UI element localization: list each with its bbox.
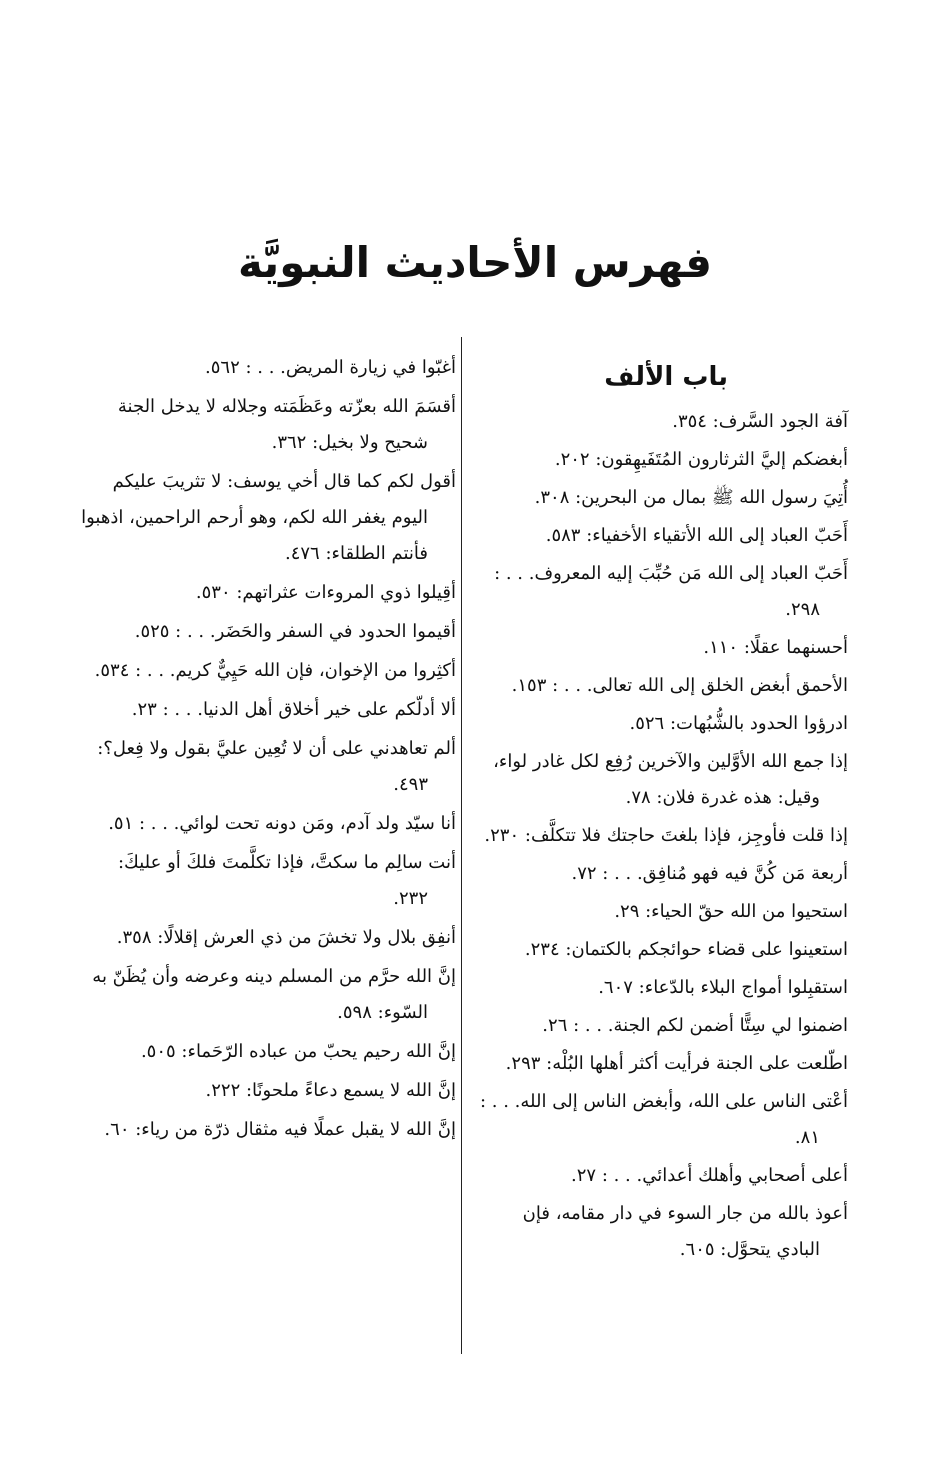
hadith-entry: أنا سيّد ولد آدم، ومَن دونه تحت لوائي. . . : ٥١. xyxy=(108,813,456,834)
hadith-entry: أنت سالِم ما سكتَّ، فإذا تكلَّمتَ فلكَ أو عليكَ: ٢٣٢. xyxy=(117,852,456,909)
hadith-entry: أَحَبّ العباد إلى الله مَن حُبِّبَ إليه المعروف. . . : ٢٩٨. xyxy=(494,563,848,620)
hadith-entry: أعلى أصحابي وأهلك أعدائي. . . : ٢٧. xyxy=(571,1165,848,1186)
hadith-entry: استحيوا من الله حقّ الحياء: ٢٩. xyxy=(614,901,848,922)
hadith-entry: اضمنوا لي سِتًّا أضمن لكم الجنة. . . : ٢٦. xyxy=(542,1015,848,1036)
hadith-entry: ادرؤوا الحدود بالشُّبُهات: ٥٢٦. xyxy=(629,713,848,734)
hadith-entry: إنَّ الله لا يقبل عملًا فيه مثقال ذرّة من رياء: ٦٠. xyxy=(104,1119,456,1140)
hadith-entry: اطّلعت على الجنة فرأيت أكثر أهلها البُلْه: ٢٩٣. xyxy=(505,1053,848,1074)
hadith-entry: ألم تعاهدني على أن لا تُعِين عليَّ بقول ولا فِعل؟: ٤٩٣. xyxy=(97,738,456,795)
hadith-entry: إنَّ الله حرَّم من المسلم دينه وعرضه وأن يُظَنّ به السّوء: ٥٩٨. xyxy=(92,966,456,1023)
hadith-entry: أَحَبّ العباد إلى الله الأتقياء الأخفياء: ٥٨٣. xyxy=(545,525,848,546)
hadith-entry: أبغضكم إليَّ الثرثارون المُتَفَيهِقون: ٢٠٢. xyxy=(554,449,848,470)
section-heading: باب الألف xyxy=(604,362,728,392)
hadith-entry: أقيموا الحدود في السفر والحَضَر. . . : ٥٢٥. xyxy=(134,621,456,642)
hadith-entry: إذا جمع الله الأوَّلين والآخرين رُفِع لكل غادر لواء، وقيل: هذه غدرة فلان: ٧٨. xyxy=(493,751,848,808)
hadith-entry: أُتِيَ رسول الله ﷺ بمال من البحرين: ٣٠٨. xyxy=(534,487,848,508)
hadith-entry: أربعة مَن كُنَّ فيه فهو مُنافِق. . . : ٧٢. xyxy=(571,863,848,884)
left-column xyxy=(80,350,456,1151)
hadith-entry: ألا أدلّكم على خير أخلاق أهل الدنيا. . . : ٢٣. xyxy=(131,699,456,720)
hadith-entry: استقبِلوا أمواج البلاء بالدّعاء: ٦٠٧. xyxy=(598,977,848,998)
hadith-entry: أكثِروا من الإخوان، فإن الله حَيِيٌّ كريم. . . : ٥٣٤. xyxy=(94,660,456,681)
hadith-entry: أغبّوا في زيارة المريض. . . : ٥٦٢. xyxy=(205,357,456,378)
hadith-entry: الأحمق أبغض الخلق إلى الله تعالى. . . : ١٥٣. xyxy=(511,675,848,696)
hadith-entry: أحسنهما عقلًا: ١١٠. xyxy=(703,637,848,658)
hadith-entry: أعْتى الناس على الله، وأبغض الناس إلى الله. . . : ٨١. xyxy=(480,1091,848,1148)
hadith-entry: آفة الجود السَّرف: ٣٥٤. xyxy=(672,411,848,432)
hadith-entry: أقِيلوا ذوي المروءات عثراتهم: ٥٣٠. xyxy=(195,582,456,603)
hadith-entry: أعوذ بالله من جار السوء في دار مقامه، فإن البادي يتحوَّل: ٦٠٥. xyxy=(522,1203,848,1260)
page-title: فهرس الأحاديث النبويَّة xyxy=(237,238,713,287)
column-divider xyxy=(461,337,462,1354)
hadith-entry: استعينوا على قضاء حوائجكم بالكتمان: ٢٣٤. xyxy=(524,939,848,960)
right-column xyxy=(480,350,848,1270)
hadith-entry: إنَّ الله لا يسمع دعاءً ملحونًا: ٢٢٢. xyxy=(205,1080,456,1101)
hadith-entry: أقسَمَ الله بعزّته وعَظَمَته وجلاله لا يدخل الجنة شحيح ولا بخيل: ٣٦٢. xyxy=(117,396,456,453)
hadith-entry: أقول لكم كما قال أخي يوسف: لا تثريبَ عليكم اليوم يغفر الله لكم، وهو أرحم الراحمين، اذهبوا فأنتم الطلقاء: ٤٧٦. xyxy=(81,471,456,564)
hadith-entry: إنَّ الله رحيم يحبّ من عباده الرّحَماء: ٥٠٥. xyxy=(140,1041,456,1062)
hadith-entry: إذا قلت فأوجِز، فإذا بلغتَ حاجتك فلا تتكلَّف: ٢٣٠. xyxy=(484,825,848,846)
hadith-entry: أنفِق بلال ولا تخشَ من ذي العرش إقلالًا: ٣٥٨. xyxy=(116,927,456,948)
